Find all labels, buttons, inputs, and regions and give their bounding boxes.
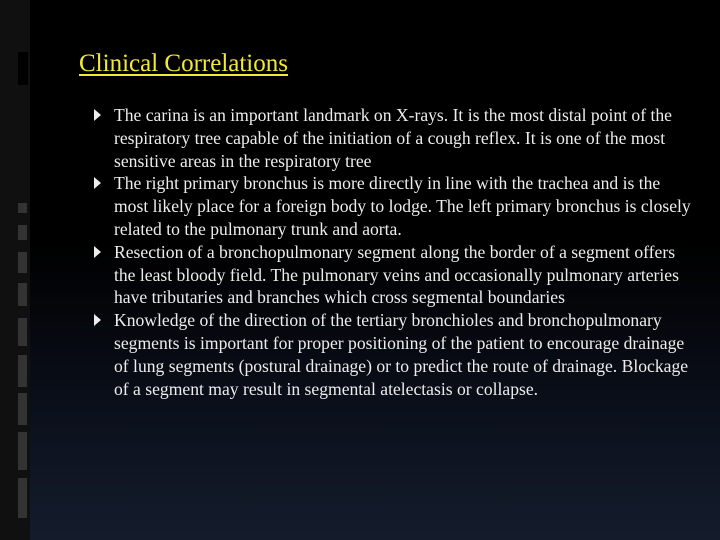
decorative-block [18, 355, 27, 387]
decorative-block [18, 225, 27, 240]
decorative-block [18, 252, 27, 273]
triangle-bullet-icon [94, 177, 101, 189]
triangle-bullet-icon [94, 314, 101, 326]
decorative-block [18, 52, 28, 85]
bullet-text: Resection of a bronchopulmonary segment along the border of a segment offers the least bloody field. The pulmonary veins and occasionally pulmonary arteries have tributaries and branches which cross segmental boundaries [114, 241, 679, 308]
bullet-item [94, 172, 694, 240]
decorative-block [18, 478, 27, 518]
decorative-block [18, 318, 27, 346]
bullet-text: The right primary bronchus is more directly in line with the trachea and is the most likely place for a foreign body to lodge. The left primary bronchus is closely related to the pulmonary trunk and aorta. [114, 173, 691, 239]
triangle-bullet-icon [94, 109, 101, 121]
bullet-list [94, 104, 694, 400]
decorative-block [18, 203, 27, 213]
bullet-text: The carina is an important landmark on X-rays. It is the most distal point of the respiratory tree capable of the initiation of a cough reflex. It is one of the most sensitive areas in the respiratory tree [114, 105, 672, 171]
decorative-block [18, 432, 27, 470]
triangle-bullet-icon [94, 246, 101, 258]
decorative-block [18, 283, 27, 306]
decorative-block [18, 393, 27, 425]
bullet-item [94, 241, 694, 309]
bullet-text: Knowledge of the direction of the tertiary bronchioles and bronchopulmonary segments is important for proper positioning of the patient to encourage drainage of lung segments (postural drainage) or to predict the route of drainage. Blockage of a segment may result in segmental atelectasis or collapse. [114, 310, 689, 399]
bullet-item [94, 104, 694, 172]
slide-title: Clinical Correlations [79, 50, 288, 77]
bullet-item [94, 309, 694, 400]
